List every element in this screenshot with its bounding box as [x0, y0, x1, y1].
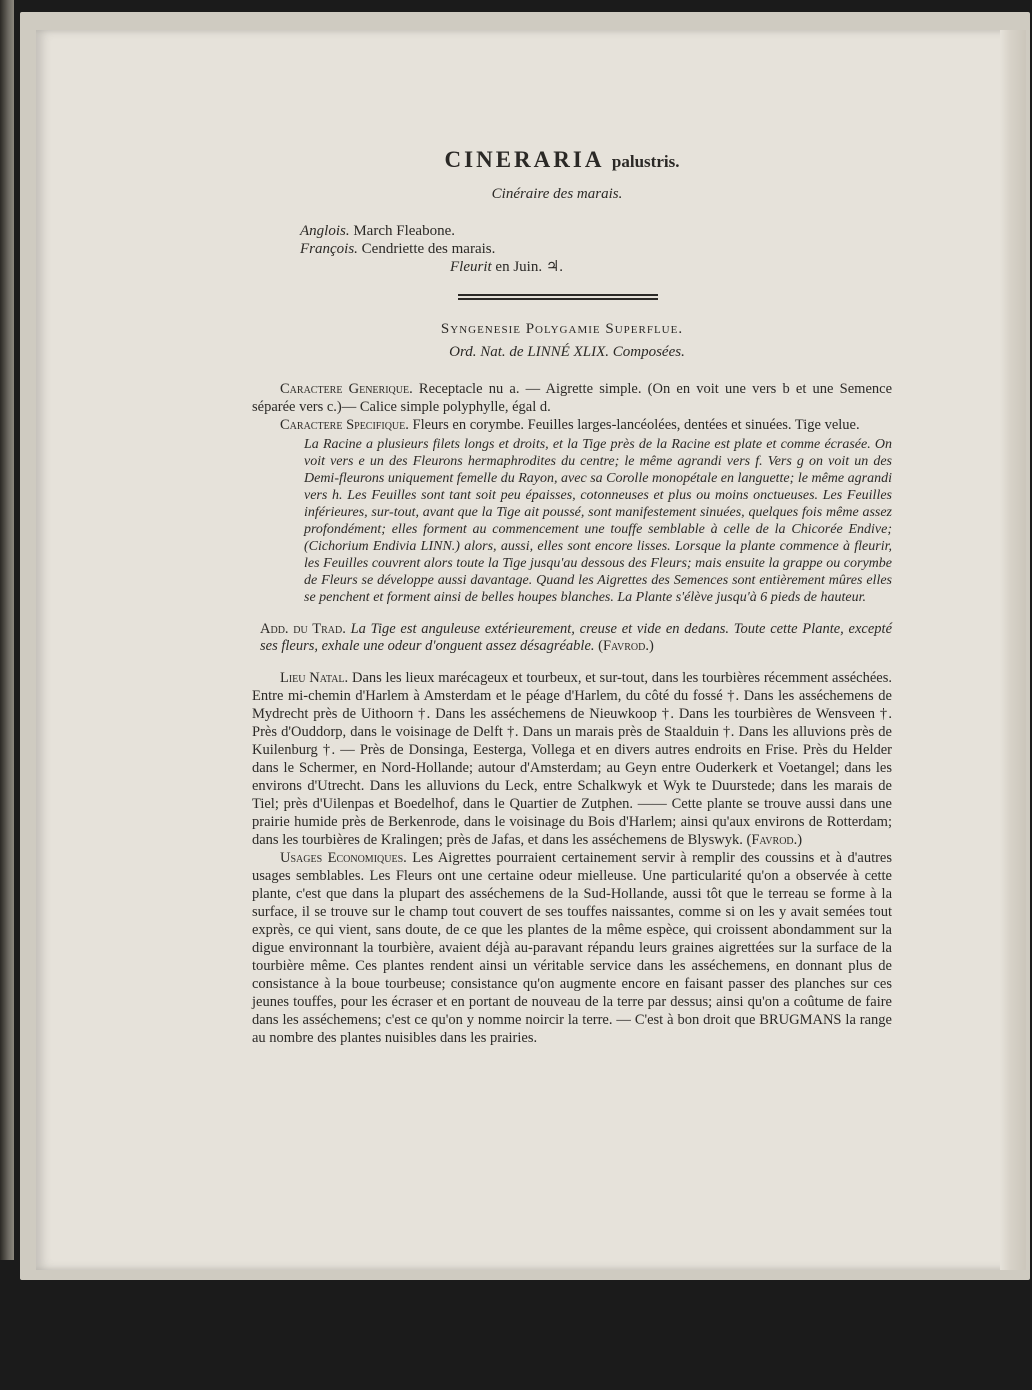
economic-uses	[252, 849, 892, 1047]
page-stack	[20, 12, 1030, 1280]
flowering-text: en Juin. ♃.	[495, 259, 564, 275]
section-text: Receptacle nu a. — Aigrette simple. (On en voit une vers b et une Semence séparée vers c.)— Calice simple polyphylle, égal d.	[252, 381, 893, 415]
language-label: Anglois.	[300, 223, 350, 239]
section-label: Add. du Trad.	[260, 620, 346, 637]
name-line-english	[300, 222, 892, 240]
linnaean-class: Syngenesie Polygamie Superflue.	[440, 321, 684, 337]
generic-character	[252, 380, 892, 416]
plant-description: La Racine a plusieurs filets longs et droits, et la Tige près de la Racine est plate et comme écrasée. On voit vers e un des Fleurons hermaphrodites du centre; le même agrandi vers f. Vers g on voit un des Demi-fleurons uniquement femelle du Rayon, avec sa Corolle monopétale en languette; le même agrandi vers h. Les Feuilles sont tant soit peu épaisses, cotonneuses et plus ou moins onctueuses. Les Feuilles inférieures, sur-tout, avant que la Tige ait poussé, sont manifestement sinuées, quelques fois même assez profondément; elles forment au commencement une touffe semblable à celle de la Chicorée Endive; (Cichorium Endivia LINN.) alors, aussi, elles sont encore lisses. Lorsque la plante commence à fleurir, les Feuilles couvrent alors toute la Tige jusqu'au dessous des Fleurs; mais ensuite la grappe ou corymbe de Fleurs se développe aussi davantage. Quand les Aigrettes des Semences sont entièrement mûres elles se penchent et forment ainsi de belles houpes blanches. La Plante s'élève jusqu'à 6 pieds de hauteur.	[304, 437, 892, 605]
genus-name: CINERARIA	[444, 147, 604, 172]
book-page	[36, 30, 1026, 1270]
ornamental-divider	[458, 294, 658, 300]
natural-order: Ord. Nat. de LINNÉ XLIX. Composées.	[449, 344, 685, 360]
section-text: Dans les lieux marécageux et tourbeux, et sur-tout, dans les tourbières récemment asséchées. Entre mi-chemin d'Harlem à Amsterdam et le péage d'Harlem, du côté du fossé †. Dans les asséchemens de Mydrecht près de Uithoorn †. Dans les asséchemens de Nieuwkoop †. Dans les tourbières de Wensveen †. Près d'Ouddorp, dans le voisinage de Delft †. Dans un marais près de Staalduin †. Dans les alluvions près de Kuilenburg †. — Près de Donsinga, Eesterga, Vollega et en divers autres endroits en Frise. Près du Helder dans le Schermer, en Nord-Hollande; autour d'Amsterdam; au Geyn entre Ouderkerk et Voetangel; dans les environs d'Utrecht. Dans les alluvions du Leck, entre Schalkwyk et Wyk te Duurstede; dans les marais de Tiel; près d'Uilenpas et Boedelhof, dans le Quartier de Zutphen. —— Cette plante se trouve aussi dans une prairie humide près de Berkenrode, dans le voisinage du Bois d'Harlem; ainsi qu'aux environs de Rotterdam; dans les tourbières de Kralingen; près de Jafas, et dans les asséchemens de Blyswyk.	[252, 670, 893, 848]
section-text: Les Aigrettes pourraient certainement servir à remplir des coussins et à d'autres usages semblables. Les Fleurs ont une certaine odeur mielleuse. Une particularité qu'on a observée à cette plante, c'est que dans la plupart des asséchemens de la Sud-Hollande, aussi tôt que le terreau se forme à la surface, il se trouve sur le champ tout couvert de ses touffes naissantes, comme si on les y avait semées tout exprès, ce qui vient, sans doute, de ce que les plantes de la même espèce, qui croissent abondamment sur la digue environnant la tourbière, avaient déjà au-paravant répandu leurs graines aigrettées sur la surface de la tourbière même. Ces plantes rendent ainsi un véritable service dans les asséchemens, en donnant plus de consistance à la boue tourbeuse; consistance qu'on augmente encore en faisant passer des planches sur ces jeunes touffes, pour les écraser et en portant de nouveau de la terre par dessus; ainsi qu'on a coûtume de faire dans les asséchemens; c'est ce qu'on y nomme noircir la terre. — C'est à bon droit que BRUGMANS la range au nombre des plantes nuisibles dans les prairies.	[252, 850, 892, 1046]
vernacular-name: Cendriette des marais.	[361, 241, 496, 257]
section-label: Caractere Specifique.	[280, 417, 409, 433]
section-label: Caractere Generique.	[280, 381, 413, 397]
section-label: Lieu Natal.	[280, 670, 349, 686]
french-common-name: Cinéraire des marais.	[491, 186, 623, 202]
language-label: François.	[300, 241, 358, 257]
species-name: palustris.	[611, 152, 680, 171]
section-text: Fleurs en corymbe. Feuilles larges-lancéolées, dentées et sinuées. Tige velue.	[412, 417, 860, 433]
section-text: La Tige est anguleuse extérieurement, creuse et vide en dedans. Toute cette Plante, excepté ses fleurs, exhale une odeur d'onguent assez désagréable.	[260, 620, 893, 654]
credit: (Favrod.)	[746, 832, 803, 848]
section-label: Usages Economiques.	[280, 850, 407, 866]
book-spine-edge	[0, 0, 14, 1260]
native-habitat	[252, 669, 892, 849]
credit: (Favrod.)	[598, 637, 654, 654]
page-edge	[1000, 30, 1026, 1270]
vernacular-name: March Fleabone.	[353, 223, 455, 239]
page-content	[252, 147, 893, 1047]
translator-addition	[260, 621, 892, 655]
name-line-french	[300, 240, 892, 258]
flowering-time	[450, 258, 892, 276]
page-title	[232, 147, 892, 172]
flowering-label: Fleurit	[450, 259, 492, 275]
specific-character	[252, 416, 892, 434]
vernacular-names	[300, 222, 892, 276]
